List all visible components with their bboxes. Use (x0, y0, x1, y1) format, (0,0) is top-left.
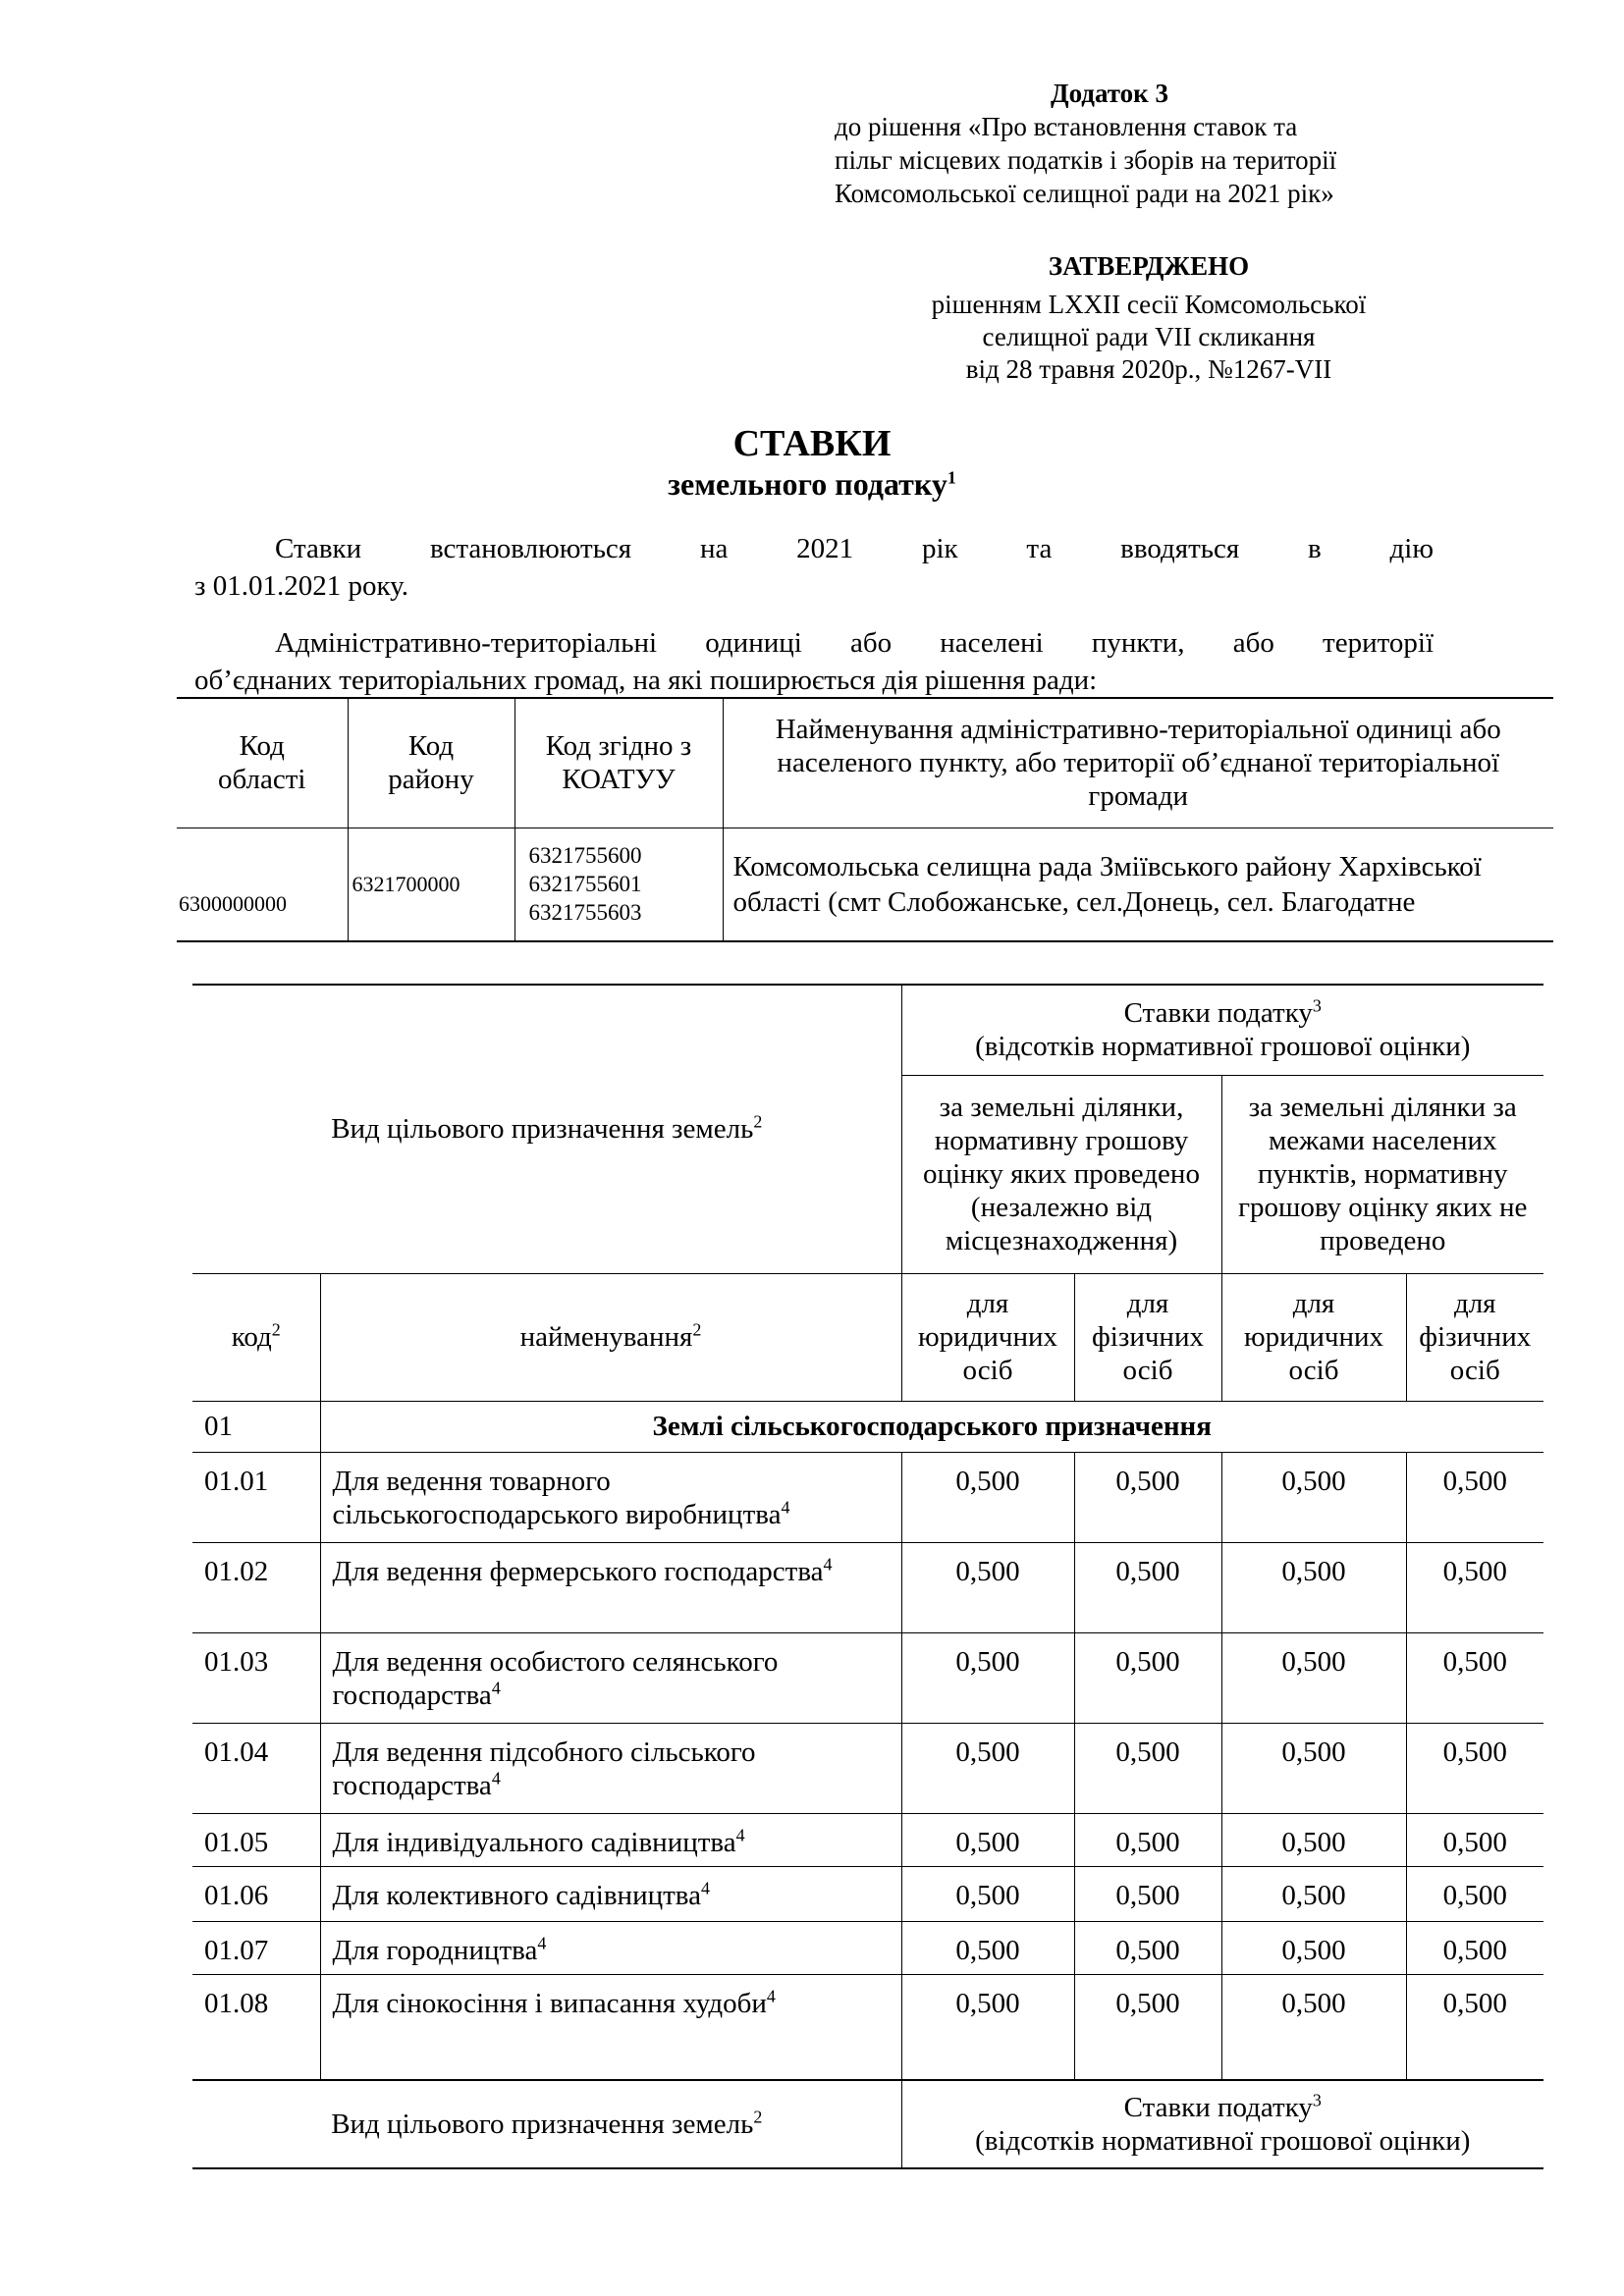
header-territory-name: Найменування адміністративно-територіальної одиниці або населеного пункту, або території об’єднаної територіальної громади (723, 698, 1553, 828)
code-header (192, 1273, 320, 1401)
rate-value: 0,500 (1074, 1813, 1221, 1866)
rate-value: 0,500 (901, 1866, 1074, 1921)
footnote-mark: 2 (271, 1319, 281, 1340)
approval-title: ЗАТВЕРДЖЕНО (1048, 251, 1250, 281)
footnote-mark: 4 (491, 1677, 501, 1697)
footnote-mark: 4 (537, 1932, 547, 1952)
individuals-header: для фізичних осіб (1406, 1273, 1543, 1401)
document-title: СТАВКИ (732, 423, 892, 464)
purpose-header (192, 2080, 901, 2168)
document-subtitle (0, 466, 1624, 503)
header-region-code: Код області (177, 698, 348, 828)
row-code: 01.08 (192, 1974, 320, 2080)
legal-entities-header: для юридичних осіб (1221, 1273, 1406, 1401)
rate-value: 0,500 (1221, 1921, 1406, 1974)
koatuu-code: 6321755603 (528, 900, 642, 926)
table-row (192, 1632, 1543, 1723)
koatuu-codes (514, 828, 723, 941)
rate-value: 0,500 (1221, 1452, 1406, 1542)
group-not-assessed-header: за земельні ділянки за межами населених пунктів, нормативну грошову оцінку яких не проведено (1221, 1075, 1543, 1273)
rate-value: 0,500 (1221, 1542, 1406, 1632)
table-row (177, 828, 1553, 941)
name-header-text: найменування (519, 1321, 693, 1353)
section-code: 01 (192, 1401, 320, 1452)
rate-value: 0,500 (901, 1974, 1074, 2080)
row-code: 01.04 (192, 1723, 320, 1813)
table-row (192, 1866, 1543, 1921)
row-name-cell (320, 1866, 901, 1921)
row-name: Для ведення особистого селянського господарства (332, 1645, 779, 1711)
approval-line-3: від 28 травня 2020р., №1267-VII (965, 354, 1332, 384)
koatuu-code: 6321755600 (528, 843, 642, 869)
rate-value: 0,500 (1406, 1723, 1543, 1813)
paragraph-line: Ставки встановлюються на 2021 рік та вводяться в дію (275, 533, 1434, 564)
footnote-mark: 4 (823, 1553, 833, 1574)
footnote-mark: 2 (753, 2107, 763, 2127)
row-code: 01.03 (192, 1632, 320, 1723)
rate-value: 0,500 (1406, 1974, 1543, 2080)
footnote-mark: 4 (766, 1985, 776, 2005)
group-assessed-header: за земельні ділянки, нормативну грошову оцінку яких проведено (незалежно від місцезнаходження) (901, 1075, 1221, 1273)
rates-header-line-1: Ставки податку (1123, 997, 1313, 1030)
row-name-cell (320, 1632, 901, 1723)
land-tax-rates-table (192, 984, 1543, 2081)
purpose-header-text: Вид цільового призначення земель (331, 1113, 754, 1146)
rate-value: 0,500 (1406, 1452, 1543, 1542)
row-code: 01.06 (192, 1866, 320, 1921)
appendix-header (835, 77, 1424, 210)
table-header-row (192, 985, 1543, 1075)
footnote-mark: 4 (491, 1767, 501, 1788)
rate-value: 0,500 (1074, 1921, 1221, 1974)
rate-value: 0,500 (901, 1632, 1074, 1723)
continuation-header-table (192, 2079, 1543, 2169)
paragraph-effective-date (194, 530, 1434, 605)
footnote-mark: 3 (1312, 995, 1322, 1016)
region-code: 6300000000 (177, 828, 348, 941)
table-header-row (192, 2080, 1543, 2168)
footnote-mark: 2 (753, 1111, 763, 1132)
rate-value: 0,500 (901, 1813, 1074, 1866)
appendix-title: Додаток 3 (1051, 79, 1168, 108)
legal-entities-header: для юридичних осіб (901, 1273, 1074, 1401)
row-name: Для індивідуального садівництва (332, 1826, 736, 1858)
row-name-cell (320, 1723, 901, 1813)
approval-line-2: селищної ради VII скликання (982, 322, 1316, 351)
table-row (192, 1452, 1543, 1542)
rate-value: 0,500 (901, 1452, 1074, 1542)
row-code: 01.07 (192, 1921, 320, 1974)
rate-value: 0,500 (1221, 1632, 1406, 1723)
rate-value: 0,500 (1406, 1813, 1543, 1866)
rate-value: 0,500 (1074, 1723, 1221, 1813)
footnote-mark: 2 (692, 1319, 702, 1340)
row-name-cell (320, 1542, 901, 1632)
row-name-cell (320, 1974, 901, 2080)
rates-header-line-2: (відсотків нормативної грошової оцінки) (975, 1031, 1471, 1063)
approval-block (844, 250, 1453, 386)
table-row (192, 1974, 1543, 2080)
rate-value: 0,500 (901, 1723, 1074, 1813)
row-name: Для колективного садівництва (332, 1879, 701, 1911)
row-name: Для городництва (332, 1934, 538, 1966)
rates-body (192, 1452, 1543, 2080)
rate-value: 0,500 (1221, 1723, 1406, 1813)
appendix-line-3: Комсомольської селищної ради на 2021 рік» (835, 179, 1334, 208)
paragraph-line: об’єднаних територіальних громад, на які поширюється дія рішення ради: (194, 665, 1098, 696)
paragraph-line: з 01.01.2021 року. (194, 570, 408, 602)
row-code: 01.05 (192, 1813, 320, 1866)
row-code: 01.01 (192, 1452, 320, 1542)
rate-value: 0,500 (1406, 1632, 1543, 1723)
rate-value: 0,500 (1221, 1974, 1406, 2080)
paragraph-territories (194, 624, 1434, 699)
purpose-header-text: Вид цільового призначення земель (331, 2109, 754, 2140)
district-code: 6321700000 (348, 828, 514, 941)
section-row (192, 1401, 1543, 1452)
rates-header-line-1: Ставки податку (1123, 2092, 1313, 2123)
rate-value: 0,500 (1074, 1866, 1221, 1921)
rates-header (901, 985, 1543, 1075)
name-header (320, 1273, 901, 1401)
koatuu-table (177, 697, 1553, 942)
rate-value: 0,500 (1074, 1632, 1221, 1723)
individuals-header: для фізичних осіб (1074, 1273, 1221, 1401)
rate-value: 0,500 (1074, 1542, 1221, 1632)
rate-value: 0,500 (901, 1921, 1074, 1974)
rate-value: 0,500 (1074, 1974, 1221, 2080)
rates-header (901, 2080, 1543, 2168)
row-name: Для ведення підсобного сільського господарства (332, 1735, 756, 1801)
footnote-mark: 3 (1312, 2090, 1322, 2110)
rate-value: 0,500 (901, 1542, 1074, 1632)
rate-value: 0,500 (1074, 1452, 1221, 1542)
table-row (192, 1542, 1543, 1632)
territory-name: Комсомольська селищна рада Зміївського району Хархівської області (смт Слобожанське, сел.Донець, сел. Благодатне (723, 828, 1553, 941)
rate-value: 0,500 (1406, 1542, 1543, 1632)
row-name: Для ведення товарного сільськогосподарського виробництва (332, 1465, 782, 1530)
row-name: Для ведення фермерського господарства (332, 1555, 824, 1587)
rate-value: 0,500 (1221, 1813, 1406, 1866)
section-name: Землі сільськогосподарського призначення (320, 1401, 1543, 1452)
document-subtitle-text: земельного податку (668, 466, 947, 502)
footnote-mark: 4 (781, 1496, 790, 1517)
table-row (192, 1921, 1543, 1974)
row-code: 01.02 (192, 1542, 320, 1632)
rates-header-line-2: (відсотків нормативної грошової оцінки) (975, 2125, 1471, 2157)
row-name-cell (320, 1452, 901, 1542)
rate-value: 0,500 (1406, 1866, 1543, 1921)
row-name-cell (320, 1921, 901, 1974)
rate-value: 0,500 (1221, 1866, 1406, 1921)
paragraph-line: Адміністративно-територіальні одиниці або населені пункти, або території (275, 627, 1434, 659)
header-koatuu-code: Код згідно з КОАТУУ (514, 698, 723, 828)
appendix-line-1: до рішення «Про встановлення ставок та (835, 112, 1298, 141)
header-district-code: Код району (348, 698, 514, 828)
approval-line-1: рішенням LXXII сесії Комсомольської (931, 290, 1367, 319)
table-header-row (177, 698, 1553, 828)
table-row (192, 1813, 1543, 1866)
footnote-mark: 1 (947, 467, 956, 488)
table-row (192, 1723, 1543, 1813)
footnote-mark: 4 (700, 1877, 710, 1897)
purpose-header (192, 985, 901, 1273)
appendix-line-2: пільг місцевих податків і зборів на території (835, 145, 1337, 175)
rate-value: 0,500 (1406, 1921, 1543, 1974)
row-name: Для сінокосіння і випасання худоби (332, 1987, 767, 2019)
code-header-text: код (231, 1321, 272, 1353)
table-header-row (192, 1273, 1543, 1401)
koatuu-code: 6321755601 (528, 872, 642, 897)
row-name-cell (320, 1813, 901, 1866)
footnote-mark: 4 (735, 1824, 745, 1844)
